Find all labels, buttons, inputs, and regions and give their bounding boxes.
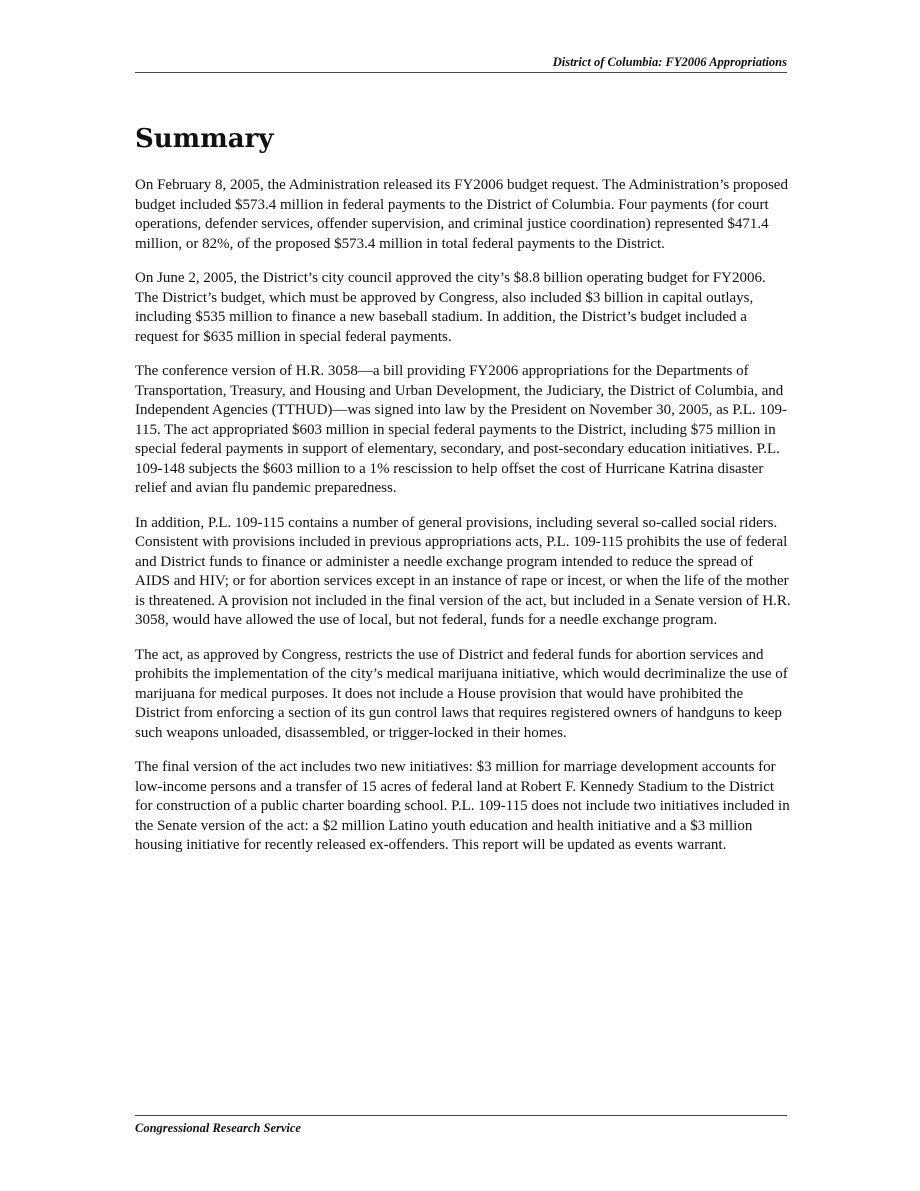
paragraph-budget-request: On February 8, 2005, the Administration released its FY2006 budget request. The Administration’s proposed budget included $573.4 million in federal payments to the District of Columbia. Four payments (for court operations, defender services, offender supervision, and criminal justice coordination) represented $471.4 million, or 82%, of the proposed $573.4 million in total federal payments to the District. xyxy=(135,177,788,252)
paragraph-restrictions: The act, as approved by Congress, restricts the use of District and federal funds for abortion services and prohibits the implementation of the city’s medical marijuana initiative, which would decriminalize the use of marijuana for medical purposes. It does not include a House provision that would have prohibited the District from enforcing a section of its gun control laws that requires registered owners of handguns to keep such weapons unloaded, disassembled, or trigger-locked in their homes. xyxy=(135,646,788,741)
page-header xyxy=(135,55,787,73)
section-title: Summary xyxy=(135,124,274,154)
running-title: District of Columbia: FY2006 Appropriations xyxy=(552,55,787,69)
paragraph-new-initiatives: The final version of the act includes two new initiatives: $3 million for marriage development accounts for low-income persons and a transfer of 15 acres of federal land at Robert F. Kennedy Stadium to the District for construction of a public charter boarding school. P.L. 109-115 does not include two initiatives included in the Senate version of the act: a $2 million Latino youth education and health initiative and a $3 million housing initiative for recently released ex-offenders. This report will be updated as events warrant. xyxy=(135,759,790,853)
footer-publisher: Congressional Research Service xyxy=(135,1121,301,1135)
paragraph-general-provisions: In addition, P.L. 109-115 contains a number of general provisions, including several so-called social riders. Consistent with provisions included in previous appropriations acts, P.L. 109-115 prohibits the use of federal and District funds to finance or administer a needle exchange program intended to reduce the spread of AIDS and HIV; or for abortion services except in an instance of rape or incest, or when the life of the mother is threatened. A provision not included in the final version of the act, but included in a Senate version of H.R. 3058, would have allowed the use of local, but not federal, funds for a needle exchange program. xyxy=(135,514,791,628)
paragraph-conference-version: The conference version of H.R. 3058—a bill providing FY2006 appropriations for the Departments of Transportation, Treasury, and Housing and Urban Development, the Judiciary, the District of Columbia, and Independent Agencies (TTHUD)—was signed into law by the President on November 30, 2005, as P.L. 109-115. The act appropriated $603 million in special federal payments to the District, including $75 million in special federal payments in support of elementary, secondary, and post-secondary education initiatives. P.L. 109-148 subjects the $603 million to a 1% rescission to help offset the cost of Hurricane Katrina disaster relief and avian flu pandemic preparedness. xyxy=(135,363,787,496)
page-footer xyxy=(135,1115,787,1136)
summary-body xyxy=(135,176,791,871)
paragraph-city-council: On June 2, 2005, the District’s city council approved the city’s $8.8 billion operating budget for FY2006. The District’s budget, which must be approved by Congress, also included $3 billion in capital outlays, including $535 million to finance a new baseball stadium. In addition, the District’s budget included a request for $635 million in special federal payments. xyxy=(135,270,766,345)
